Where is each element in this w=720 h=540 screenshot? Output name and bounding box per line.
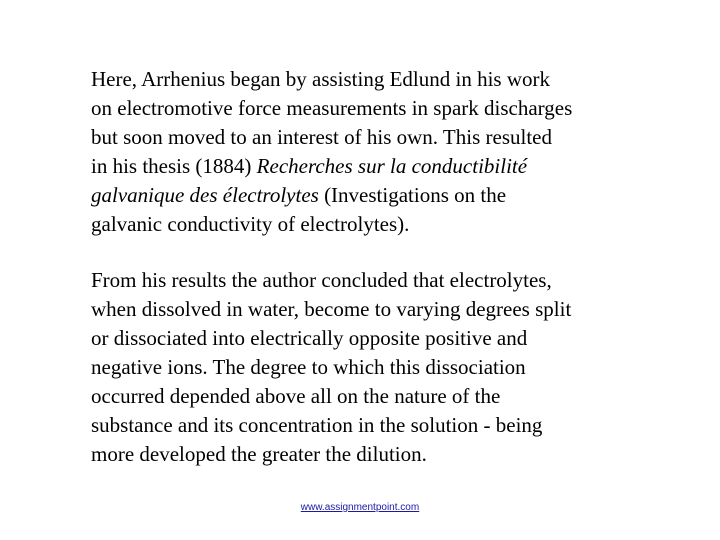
- text-line: From his results the author concluded that electrolytes,: [91, 268, 552, 292]
- text-segment: in his thesis (1884): [91, 154, 257, 178]
- text-line: Here, Arrhenius began by assisting Edlund in his work: [91, 67, 551, 91]
- text-line: negative ions. The degree to which this dissociation: [91, 355, 526, 379]
- paragraph-arrhenius-thesis: [91, 65, 651, 239]
- thesis-title-part1: Recherches sur la conductibilité: [256, 154, 528, 178]
- text-line: occurred depended above all on the nature of the: [91, 384, 501, 408]
- thesis-title-part2: galvanique des électrolytes: [91, 183, 319, 207]
- footer: [0, 501, 720, 515]
- paragraph-electrolyte-dissociation: [91, 266, 651, 469]
- text-line: or dissociated into electrically opposite positive and: [91, 326, 528, 350]
- text-segment: (Investigations on the: [318, 183, 507, 207]
- text-line: galvanic conductivity of electrolytes).: [91, 212, 410, 236]
- text-line: [91, 152, 651, 181]
- text-line: more developed the greater the dilution.: [91, 442, 427, 466]
- website-link[interactable]: www.assignmentpoint.com: [300, 502, 420, 513]
- text-line: [91, 181, 651, 210]
- text-line: substance and its concentration in the solution - being: [91, 413, 543, 437]
- text-line: but soon moved to an interest of his own. This resulted: [91, 125, 552, 149]
- text-line: when dissolved in water, become to varying degrees split: [91, 297, 572, 321]
- text-line: on electromotive force measurements in spark discharges: [91, 96, 573, 120]
